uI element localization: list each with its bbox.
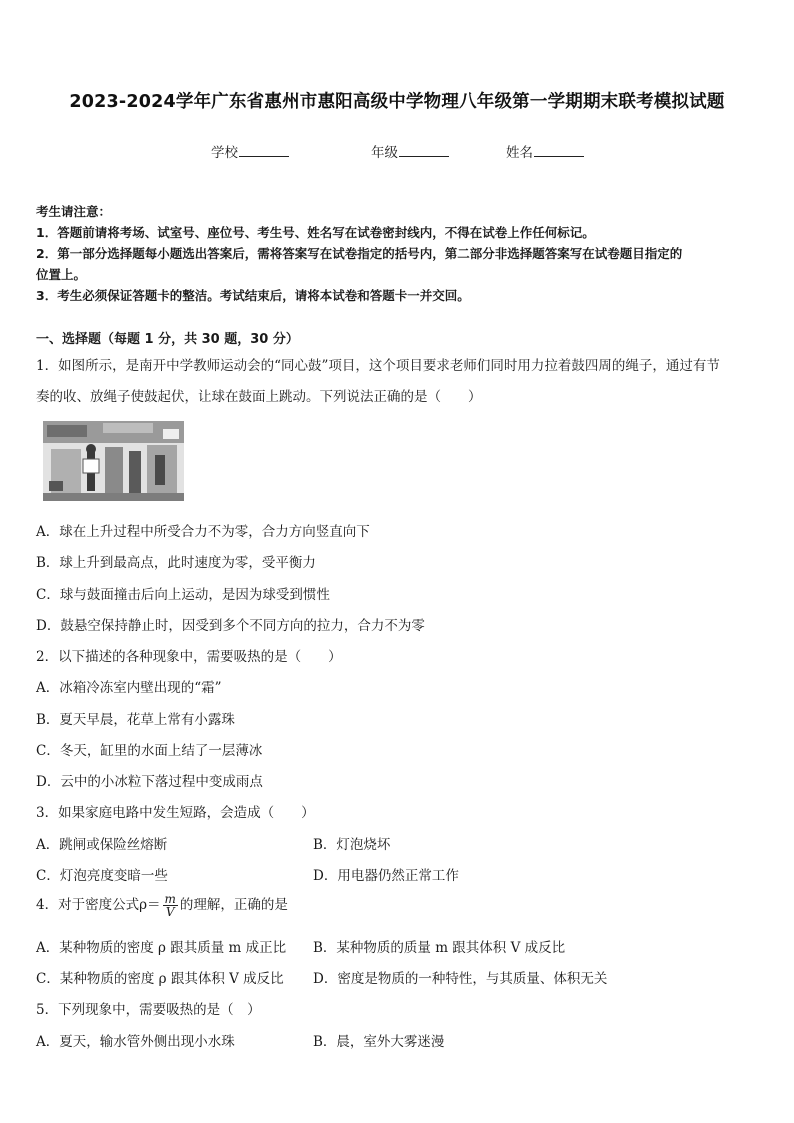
q5-option-b: B．晨，室外大雾迷漫: [313, 1034, 445, 1050]
q1-stem-line1: 1．如图所示，是南开中学教师运动会的“同心鼓”项目，这个项目要求老师们同时用力拉着鼓四周的绳子，通过有节: [36, 358, 720, 374]
grade-field: [371, 141, 449, 161]
q5-option-a: A．夏天，输水管外侧出现小水珠: [36, 1034, 235, 1050]
name-blank: [534, 144, 584, 157]
q2-option-b: B．夏天早晨，花草上常有小露珠: [36, 712, 235, 728]
fraction-numerator: m: [164, 892, 176, 906]
notice-item: 3．考生必须保证答题卡的整洁。考试结束后，请将本试卷和答题卡一并交回。: [36, 288, 470, 303]
grade-label: 年级: [371, 145, 398, 161]
q3-option-d: D．用电器仍然正常工作: [313, 868, 459, 884]
q1-option-c: C．球与鼓面撞击后向上运动，是因为球受到惯性: [36, 587, 330, 603]
q1-stem-line2: 奏的收、放绳子使鼓起伏，让球在鼓面上跳动。下列说法正确的是（ ）: [36, 389, 482, 405]
school-blank: [239, 144, 289, 157]
fraction-denominator: V: [165, 905, 175, 919]
section-heading: 一、选择题（每题 1 分，共 30 题，30 分）: [36, 332, 299, 347]
q4-option-d: D．密度是物质的一种特性，与其质量、体积无关: [313, 971, 608, 987]
name-label: 姓名: [506, 145, 533, 161]
grade-blank: [399, 144, 449, 157]
notice-item: 位置上。: [36, 267, 87, 282]
q4-option-c: C．某种物质的密度 ρ 跟其体积 V 成反比: [36, 971, 284, 987]
q1-option-d: D．鼓悬空保持静止时，因受到多个不同方向的拉力，合力不为零: [36, 618, 425, 634]
q3-stem: 3．如果家庭电路中发生短路，会造成（ ）: [36, 805, 315, 821]
photo-image-icon: [43, 421, 184, 501]
q2-option-d: D．云中的小冰粒下落过程中变成雨点: [36, 774, 263, 790]
q2-option-c: C．冬天，缸里的水面上结了一层薄冰: [36, 743, 263, 759]
q3-option-a: A．跳闸或保险丝熔断: [36, 837, 168, 853]
q3-option-c: C．灯泡亮度变暗一些: [36, 868, 168, 884]
drum-game-photo: [43, 421, 184, 501]
q4-stem: [36, 893, 288, 918]
notice-item: 1．答题前请将考场、试室号、座位号、考生号、姓名写在试卷密封线内，不得在试卷上作任何标记。: [36, 225, 595, 240]
notice-heading: 考生请注意：: [36, 204, 112, 219]
q4-option-b: B．某种物质的质量 m 跟其体积 V 成反比: [313, 940, 566, 956]
q2-stem: 2．以下描述的各种现象中，需要吸热的是（ ）: [36, 649, 342, 665]
school-field: [211, 141, 289, 161]
name-field: [506, 141, 584, 161]
density-formula-fraction: [163, 893, 178, 918]
q4-option-a: A．某种物质的密度 ρ 跟其质量 m 成正比: [36, 940, 287, 956]
q4-stem-prefix: 4．对于密度公式ρ＝: [36, 897, 161, 913]
q4-stem-suffix: 的理解，正确的是: [179, 897, 288, 913]
school-label: 学校: [211, 145, 238, 161]
q1-option-a: A．球在上升过程中所受合力不为零，合力方向竖直向下: [36, 524, 370, 540]
q5-stem: 5．下列现象中，需要吸热的是（ ）: [36, 1002, 261, 1018]
q2-option-a: A．冰箱冷冻室内壁出现的“霜”: [36, 680, 222, 696]
q1-option-b: B．球上升到最高点，此时速度为零，受平衡力: [36, 555, 316, 571]
notice-item: 2．第一部分选择题每小题选出答案后，需将答案写在试卷指定的括号内，第二部分非选择题答案写在试卷题目指定的: [36, 246, 683, 261]
exam-title: 2023-2024学年广东省惠州市惠阳高级中学物理八年级第一学期期末联考模拟试题: [69, 92, 725, 112]
q3-option-b: B．灯泡烧坏: [313, 837, 391, 853]
